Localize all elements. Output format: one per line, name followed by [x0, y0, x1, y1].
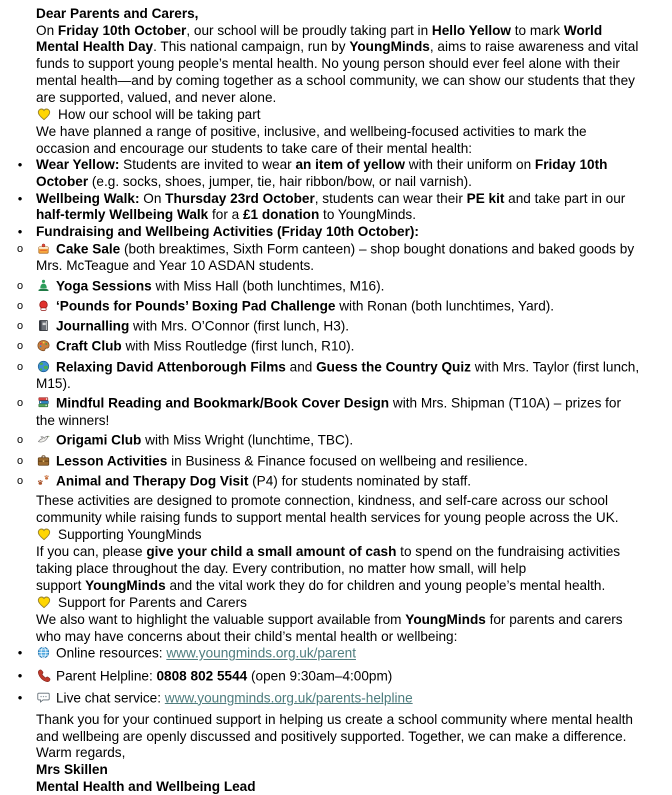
- yellow-heart-icon: [36, 594, 52, 610]
- text-run: to spend on the fundraising activities taking place throughout the day. Every contribution, no matter how small, will help: [36, 544, 621, 576]
- text-run: and the vital work they do for children and young people’s mental health.: [165, 577, 606, 593]
- text-run: We also want to highlight the valuable support available from: [36, 611, 406, 627]
- bold-text-run: YoungMinds: [85, 577, 166, 593]
- sub-bullet-marker: [12, 473, 28, 492]
- cake-icon: [36, 241, 51, 256]
- bold-text-run: Origami Club: [56, 432, 142, 448]
- text-run: Parent Helpline:: [56, 668, 157, 684]
- bullet-marker: [12, 690, 28, 707]
- main-bullet-list: [36, 157, 641, 241]
- bold-text-run: Cake Sale: [56, 241, 121, 257]
- yellow-heart-icon: [36, 526, 52, 542]
- sub-bullet-marker: [12, 395, 28, 414]
- text-run: to YoungMinds.: [319, 207, 417, 223]
- text-run: These activities are designed to promote connection, kindness, and self-care across our school community while raising funds to support mental health services for young people across the UK.: [36, 492, 619, 525]
- text-run: with Miss Hall (both lunchtimes, M16).: [151, 278, 385, 294]
- text-run: with Mrs. Taylor (first lunch, M15).: [36, 359, 640, 391]
- sign-off: Warm regards,: [36, 745, 126, 761]
- supporting-paragraph: [36, 544, 641, 594]
- text-run: We have planned a range of positive, inclusive, and wellbeing-focused activities to mark the occasion and encourage our students to take care of their mental health:: [36, 123, 587, 156]
- bold-text-run: Guess the Country Quiz: [316, 359, 471, 375]
- text-run: Students are invited to wear: [119, 157, 296, 173]
- bold-text-run: 0808 802 5544: [156, 668, 248, 684]
- bold-text-run: Fundraising and Wellbeing Activities (Friday 10th October):: [36, 224, 419, 240]
- globe-meridians-icon: [36, 645, 51, 660]
- text-run: with Ronan (both lunchtimes, Yard).: [335, 298, 555, 314]
- bullet-wear-yellow: [36, 157, 641, 190]
- text-run: , students can wear their: [314, 190, 467, 206]
- yellow-heart-icon: [36, 106, 52, 122]
- bold-text-run: Animal and Therapy Dog Visit: [56, 473, 249, 489]
- activity-item-cake-sale: [36, 241, 641, 275]
- closing-paragraph: [36, 712, 641, 745]
- text-run: . This national campaign, run by: [153, 39, 350, 55]
- text-run: and take part in our: [504, 190, 626, 206]
- activity-item-lesson-activities: [36, 453, 641, 470]
- text-run: in Business & Finance focused on wellbeing and resilience.: [167, 453, 528, 469]
- activity-item-yoga: [36, 278, 641, 295]
- sub-bullet-marker: [12, 432, 28, 451]
- signature-role: Mental Health and Wellbeing Lead: [36, 778, 256, 794]
- bold-text-run: Hello Yellow: [431, 22, 511, 38]
- text-run: for parents and carers who may have concerns about their child’s mental health or wellbeing:: [36, 611, 623, 644]
- text-run: with Miss Wright (lunchtime, TBC).: [141, 432, 354, 448]
- activity-item-mindful-reading: [36, 395, 641, 429]
- bold-text-run: World Mental Health Day: [36, 22, 603, 55]
- text-run: to mark: [511, 22, 564, 38]
- bold-text-run: YoungMinds: [405, 611, 486, 627]
- bold-text-run: half-termly Wellbeing Walk: [36, 207, 209, 223]
- bold-text-run: Thursday 23rd October: [165, 190, 315, 206]
- text-run: Thank you for your continued support in helping us create a school community where mental health and wellbeing are openly discussed and positively supported. Together, we can make a difference.: [36, 711, 633, 744]
- planned-paragraph: [36, 124, 641, 157]
- sub-bullet-marker: [12, 278, 28, 297]
- bullet-marker: [12, 668, 28, 685]
- text-run: , our school will be proudly taking part in: [186, 22, 432, 38]
- bold-text-run: Dear Parents and Carers,: [36, 6, 199, 21]
- bullet-marker: [12, 645, 28, 662]
- sub-bullet-marker: [12, 241, 28, 260]
- artist-palette-icon: [36, 338, 51, 353]
- text-run: with Miss Routledge (first lunch, R10).: [121, 338, 355, 354]
- bold-text-run: Relaxing David Attenborough Films: [56, 359, 286, 375]
- sub-bullet-marker: [12, 359, 28, 378]
- text-run: with Mrs. Shipman (T10A) – prizes for the winners!: [36, 395, 622, 428]
- hyperlink[interactable]: www.youngminds.org.uk/parents-helpline: [164, 690, 413, 706]
- notebook-icon: [36, 318, 51, 333]
- yoga-person-icon: [36, 278, 51, 293]
- activity-item-attenborough-films: [36, 359, 641, 393]
- bold-text-run: £1 donation: [242, 207, 320, 223]
- bold-text-run: Wellbeing Walk:: [36, 190, 140, 206]
- bold-text-run: Mindful Reading and Bookmark/Book Cover Design: [56, 395, 390, 411]
- text-run: Online resources:: [56, 645, 167, 661]
- heading-text: Support for Parents and Carers: [58, 595, 247, 611]
- heading-taking-part: [36, 106, 641, 124]
- bullet-wellbeing-walk: [36, 191, 641, 224]
- text-run: with Mrs. O’Connor (first lunch, H3).: [129, 318, 350, 334]
- boxing-glove-icon: [36, 298, 51, 313]
- bold-text-run: Lesson Activities: [56, 453, 168, 469]
- hyperlink[interactable]: www.youngminds.org.uk/parent: [166, 645, 356, 661]
- channel-parent-helpline: [36, 668, 641, 685]
- text-run: On: [36, 22, 58, 38]
- text-run: (P4) for students nominated by staff.: [248, 473, 472, 489]
- text-run: (open 9:30am–4:00pm): [247, 668, 393, 684]
- text-run: with their uniform on: [404, 157, 535, 173]
- text-run: Live chat service:: [56, 690, 165, 706]
- text-run: for a: [208, 207, 243, 223]
- bullet-marker: [12, 191, 28, 208]
- channel-online-resources: [36, 645, 641, 662]
- activity-item-journalling: [36, 318, 641, 335]
- bullet-marker: [12, 224, 28, 241]
- greeting: [36, 6, 641, 23]
- text-run: , aims to raise awareness and vital funds to support young people’s mental health. No young person should ever feel alone with their mental health—and by coming together as a school community, we can show our students that they are supported, valued, and never alone.: [36, 39, 639, 105]
- bold-text-run: Friday 10th October: [57, 22, 187, 38]
- bullet-fundraising-heading: [36, 224, 641, 241]
- heading-text: Supporting YoungMinds: [58, 527, 202, 543]
- support-channels-list: [36, 645, 641, 707]
- channel-live-chat: [36, 690, 641, 707]
- text-run: If you can, please: [36, 544, 147, 560]
- globe-earth-icon: [36, 359, 51, 374]
- parents-intro-paragraph: [36, 612, 641, 645]
- activities-outro-paragraph: [36, 493, 641, 526]
- bold-text-run: Yoga Sessions: [56, 278, 152, 294]
- heading-text: How our school will be taking part: [58, 107, 261, 123]
- bold-text-run: give your child a small amount of cash: [146, 544, 397, 560]
- briefcase-icon: [36, 453, 51, 468]
- activity-item-origami-club: [36, 432, 641, 449]
- bullet-marker: [12, 157, 28, 174]
- heading-supporting-youngminds: [36, 526, 641, 544]
- bold-text-run: Journalling: [56, 318, 130, 334]
- books-icon: [36, 395, 51, 410]
- text-run: (e.g. socks, shoes, jumper, tie, hair ribbon/bow, or nail varnish).: [88, 174, 472, 190]
- speech-bubble-icon: [36, 690, 51, 705]
- bold-text-run: YoungMinds: [349, 39, 430, 55]
- heading-support-parents: [36, 594, 641, 612]
- activity-item-therapy-dog: [36, 473, 641, 490]
- text-run: and: [285, 359, 317, 375]
- sub-bullet-marker: [12, 298, 28, 317]
- activity-item-boxing: [36, 298, 641, 315]
- telephone-icon: [36, 668, 51, 683]
- activities-list: [36, 241, 641, 490]
- bold-text-run: Craft Club: [56, 338, 122, 354]
- paw-prints-icon: [36, 473, 51, 488]
- text-run: On: [139, 190, 166, 206]
- bold-text-run: an item of yellow: [295, 157, 405, 173]
- sub-bullet-marker: [12, 338, 28, 357]
- bold-text-run: PE kit: [466, 190, 505, 206]
- sub-bullet-marker: [12, 453, 28, 472]
- text-run: (both breaktimes, Sixth Form canteen) – shop bought donations and baked goods by Mrs. McTeague and Year 10 ASDAN students.: [36, 241, 635, 274]
- sub-bullet-marker: [12, 318, 28, 337]
- signature-name: Mrs Skillen: [36, 762, 108, 778]
- bold-text-run: ‘Pounds for Pounds’ Boxing Pad Challenge: [56, 298, 336, 314]
- intro-paragraph: [36, 23, 641, 107]
- activity-item-craft-club: [36, 338, 641, 355]
- bold-text-run: Wear Yellow:: [36, 157, 120, 173]
- text-run: support: [36, 577, 86, 593]
- bold-text-run: Friday 10th October: [36, 157, 608, 190]
- dove-icon: [36, 432, 51, 447]
